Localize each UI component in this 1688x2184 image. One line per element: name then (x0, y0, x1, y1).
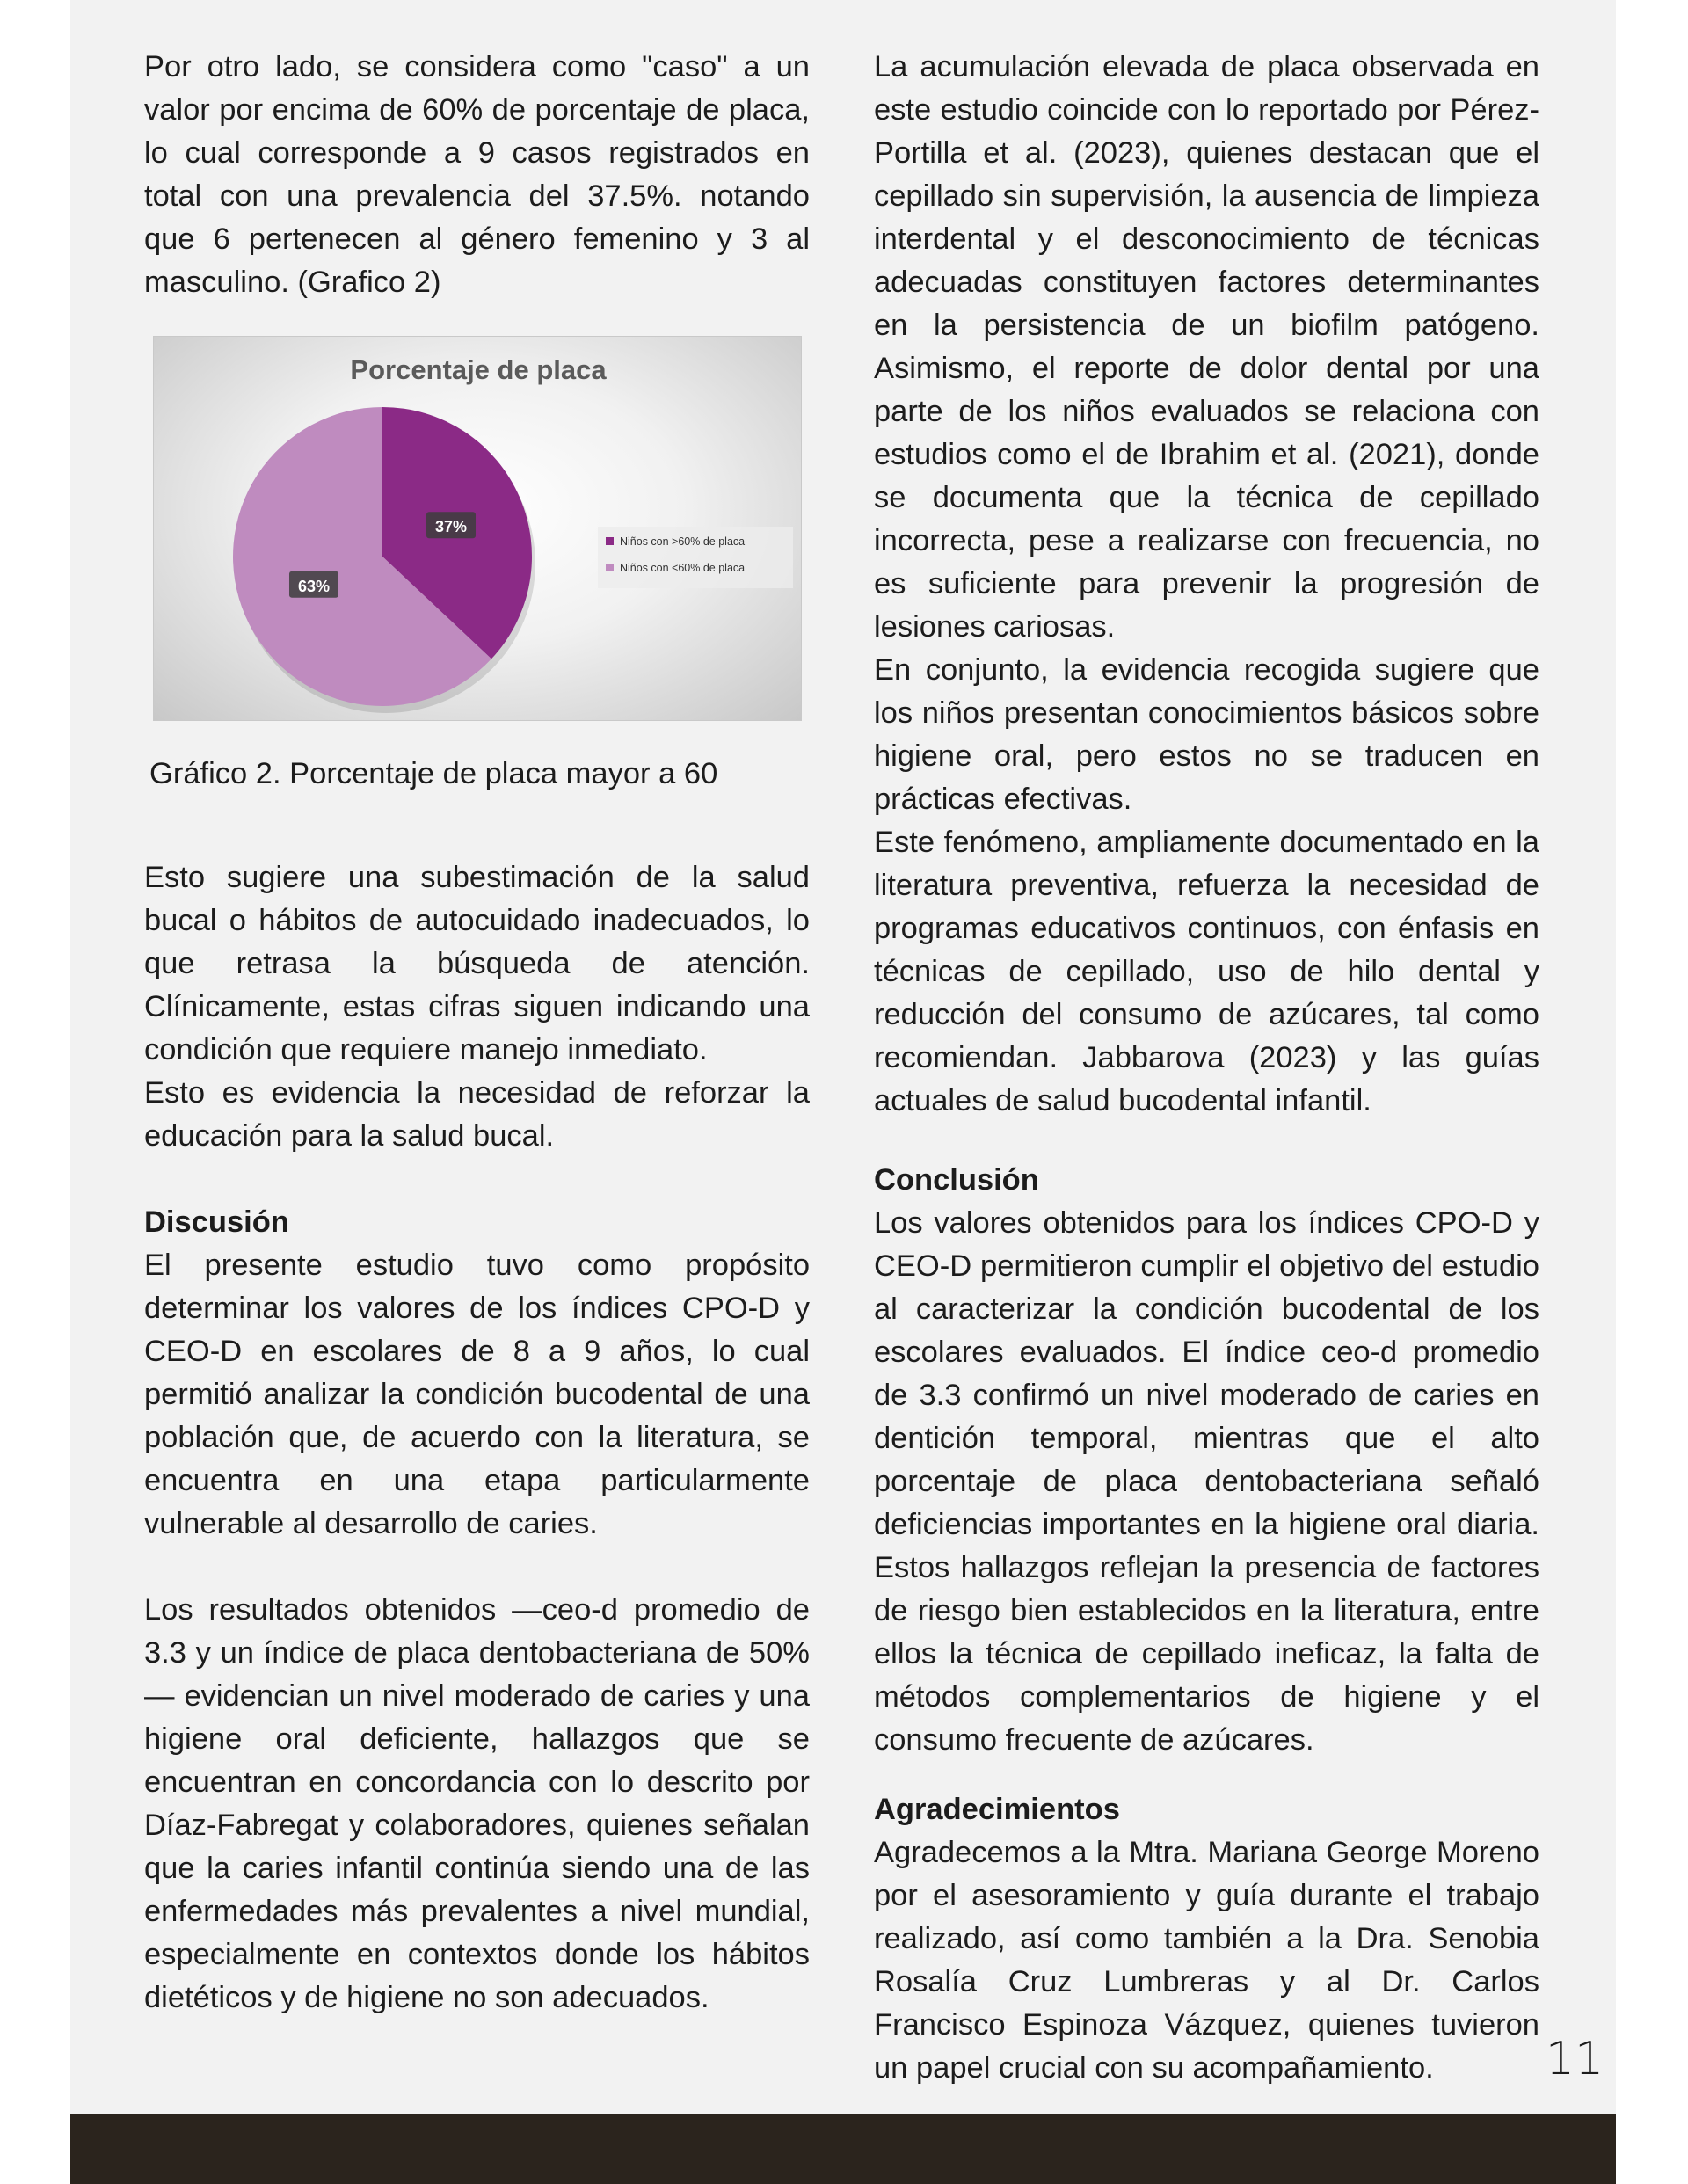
pie-data-label-1 (426, 512, 476, 538)
left-column (144, 46, 810, 2020)
page-number: 11 (1546, 2033, 1604, 2086)
conclusion-paragraph: Los valores obtenidos para los índices CPO-D y CEO-D permitieron cumplir el objetivo del estudio al caracterizar la condición bucodental de los escolares evaluados. El índice ceo-d promedio de 3.3 confirmó un nivel moderado de caries en dentición temporal, mientras que el alto porcentaje de placa dentobacteriana señaló deficiencias importantes en la higiene oral diaria. Estos hallazgos reflejan la presencia de factores de riesgo bien establecidos en la literatura, entre ellos la técnica de cepillado ineficaz, la falta de métodos complementarios de higiene y el consumo frecuente de azúcares. (874, 1206, 1539, 1757)
intro-paragraph: Por otro lado, se considera como "caso" a un valor por encima de 60% de porcentaje de placa, lo cual corresponde a 9 casos registrados en total con una prevalencia del 37.5%. notando que 6 pertenecen al género femenino y 3 al masculino. (Grafico 2) (144, 50, 810, 299)
paragraph-conjunto: En conjunto, la evidencia recogida sugiere que los niños presentan conocimientos básicos sobre higiene oral, pero estos no se traducen en prácticas efectivas. (874, 653, 1539, 816)
conclusion-heading: Conclusión (874, 1163, 1039, 1197)
svg-text:Niños con <60% de placa: Niños con <60% de placa (620, 562, 746, 574)
right-column (874, 46, 1539, 2090)
discussion-paragraph-1: El presente estudio tuvo como propósito determinar los valores de los índices CPO-D y CEO-D en escolares de 8 a 9 años, lo cual permitió analizar la condición bucodental de una población que, de acuerdo con la literatura, se encuentra en una etapa particularmente vulnerable al desarrollo de caries. (144, 1249, 810, 1540)
legend-entry-1 (606, 535, 745, 548)
paragraph-evidencia: Esto es evidencia la necesidad de reforzar la educación para la salud bucal. (144, 1076, 810, 1153)
legend-entry-2 (606, 562, 745, 574)
acknowledgements-paragraph: Agradecemos a la Mtra. Mariana George Moreno por el asesoramiento y guía durante el trabajo realizado, así como también a la Dra. Senobia Rosalía Cruz Lumbreras y al Dr. Carlos Francisco Espinoza Vázquez, quienes tuvieron un papel crucial con su acompañamiento. (874, 1836, 1539, 2085)
paragraph-acumulacion: La acumulación elevada de placa observada en este estudio coincide con lo reportado por Pérez-Portilla et al. (2023), quienes destacan que el cepillado sin supervisión, la ausencia de limpieza interdental y el desconocimiento de técnicas adecuadas constituyen factores determinantes en la persistencia de un biofilm patógeno. Asimismo, el reporte de dolor dental por una parte de los niños evaluados se relaciona con estudios como el de Ibrahim et al. (2021), donde se documenta que la técnica de cepillado incorrecta, pese a realizarse con frecuencia, no es suficiente para prevenir la progresión de lesiones cariosas. (874, 50, 1539, 644)
discussion-heading: Discusión (144, 1205, 289, 1239)
svg-text:Niños con >60% de placa: Niños con >60% de placa (620, 535, 746, 548)
paragraph-fenomeno: Este fenómeno, ampliamente documentado en la literatura preventiva, refuerza la necesidad de programas educativos continuos, con énfasis en técnicas de cepillado, uso de hilo dental y reducción del consumo de azúcares, tal como recomiendan. Jabbarova (2023) y las guías actuales de salud bucodental infantil. (874, 826, 1539, 1117)
pie-data-label-2 (289, 571, 338, 598)
svg-text:63%: 63% (297, 577, 331, 595)
plaque-pie-chart (153, 336, 802, 721)
pie-chart-svg (154, 337, 803, 722)
discussion-paragraph-2: Los resultados obtenidos —ceo-d promedio de 3.3 y un índice de placa dentobacteriana de 50%— evidencian un nivel moderado de caries y una higiene oral deficiente, hallazgos que se encuentran en concordancia con lo descrito por Díaz-Fabregat y colaboradores, quienes señalan que la caries infantil continúa siendo una de las enfermedades más prevalentes a nivel mundial, especialmente en contextos donde los hábitos dietéticos y de higiene no son adecuados. (144, 1593, 810, 2014)
figure-caption: Gráfico 2. Porcentaje de placa mayor a 60 (149, 757, 718, 790)
svg-text:37%: 37% (434, 518, 468, 536)
paragraph-subestimacion: Esto sugiere una subestimación de la salud bucal o hábitos de autocuidado inadecuados, lo que retrasa la búsqueda de atención. Clínicamente, estas cifras siguen indicando una condición que requiere manejo inmediato. (144, 861, 810, 1067)
chart-title: Porcentaje de placa (350, 354, 607, 385)
acknowledgements-heading: Agradecimientos (874, 1793, 1120, 1826)
footer-bar (70, 2114, 1616, 2184)
